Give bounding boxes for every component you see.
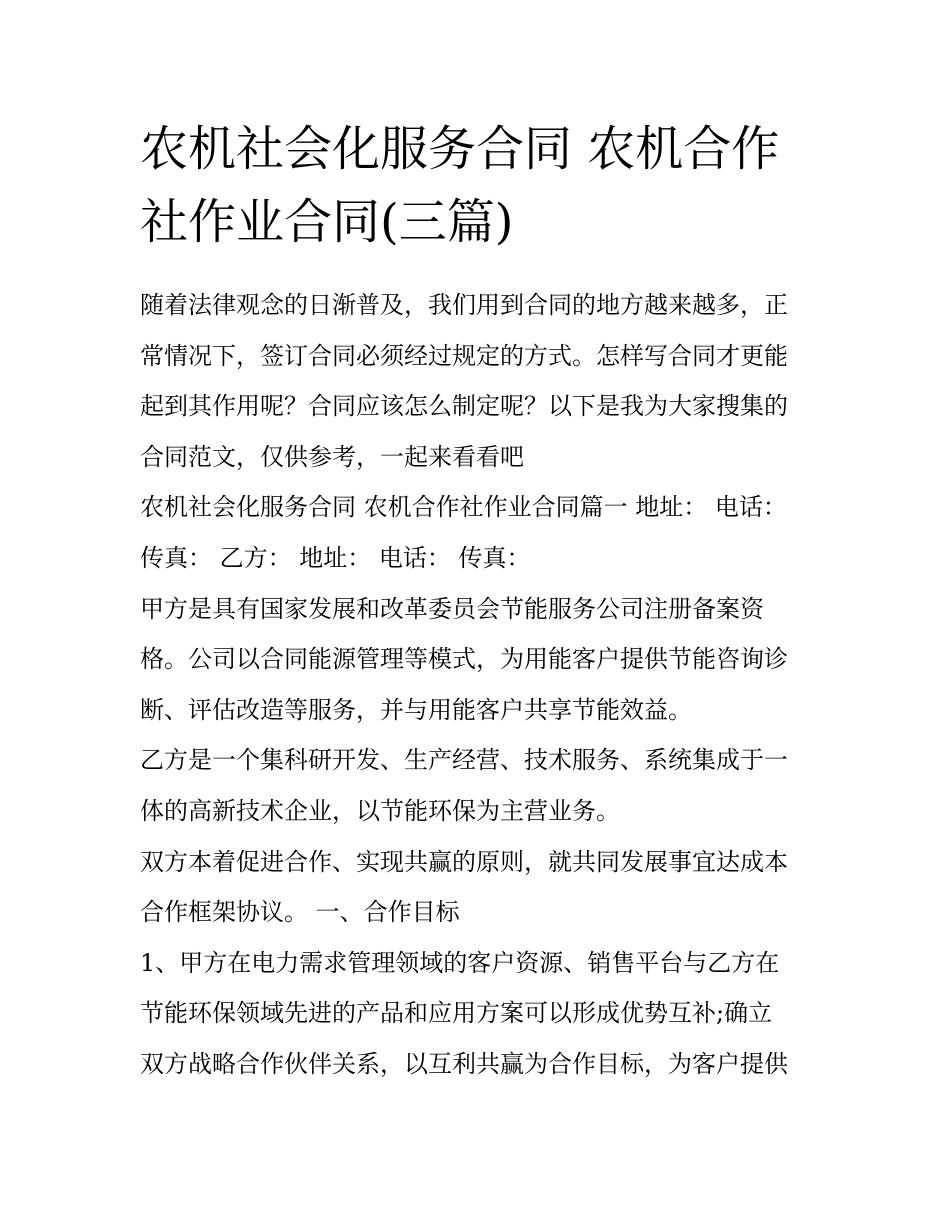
body-line: 体的高新技术企业，以节能环保为主营业务。 [140, 796, 620, 825]
body-line: 农机社会化服务合同 农机合作社作业合同篇一 地址： 电话： [140, 493, 787, 522]
body-line: 1、甲方在电力需求管理领域的客户资源、销售平台与乙方在 [140, 948, 780, 977]
document-body [140, 280, 830, 1090]
body-line: 合作框架协议。 一、合作目标 [140, 898, 460, 927]
body-line: 断、评估改造等服务，并与用能客户共享节能效益。 [140, 695, 692, 724]
body-line: 格。公司以合同能源管理等模式，为用能客户提供节能咨询诊 [140, 645, 788, 674]
body-line: 随着法律观念的日渐普及，我们用到合同的地方越来越多，正 [140, 291, 788, 319]
title-line: 社作业合同(三篇) [140, 194, 514, 250]
body-line: 常情况下，签订合同必须经过规定的方式。怎样写合同才更能 [140, 341, 788, 370]
body-line: 双方本着促进合作、实现共赢的原则，就共同发展事宜达成本 [140, 847, 788, 876]
body-line: 乙方是一个集科研开发、生产经营、技术服务、系统集成于一 [140, 746, 788, 775]
body-line: 节能环保领域先进的产品和应用方案可以形成优势互补;确立 [140, 999, 773, 1028]
body-line: 传真： 乙方： 地址： 电话： 传真： [140, 543, 531, 572]
body-line: 双方战略合作伙伴关系，以互利共赢为合作目标，为客户提供 [140, 1049, 788, 1078]
body-line: 合同范文，仅供参考，一起来看看吧 [140, 442, 524, 471]
document-title [140, 113, 820, 259]
title-line: 农机社会化服务合同 农机合作 [140, 121, 780, 177]
body-line: 甲方是具有国家发展和改革委员会节能服务公司注册备案资 [140, 594, 764, 623]
body-line: 起到其作用呢？合同应该怎么制定呢？以下是我为大家搜集的 [140, 392, 788, 421]
